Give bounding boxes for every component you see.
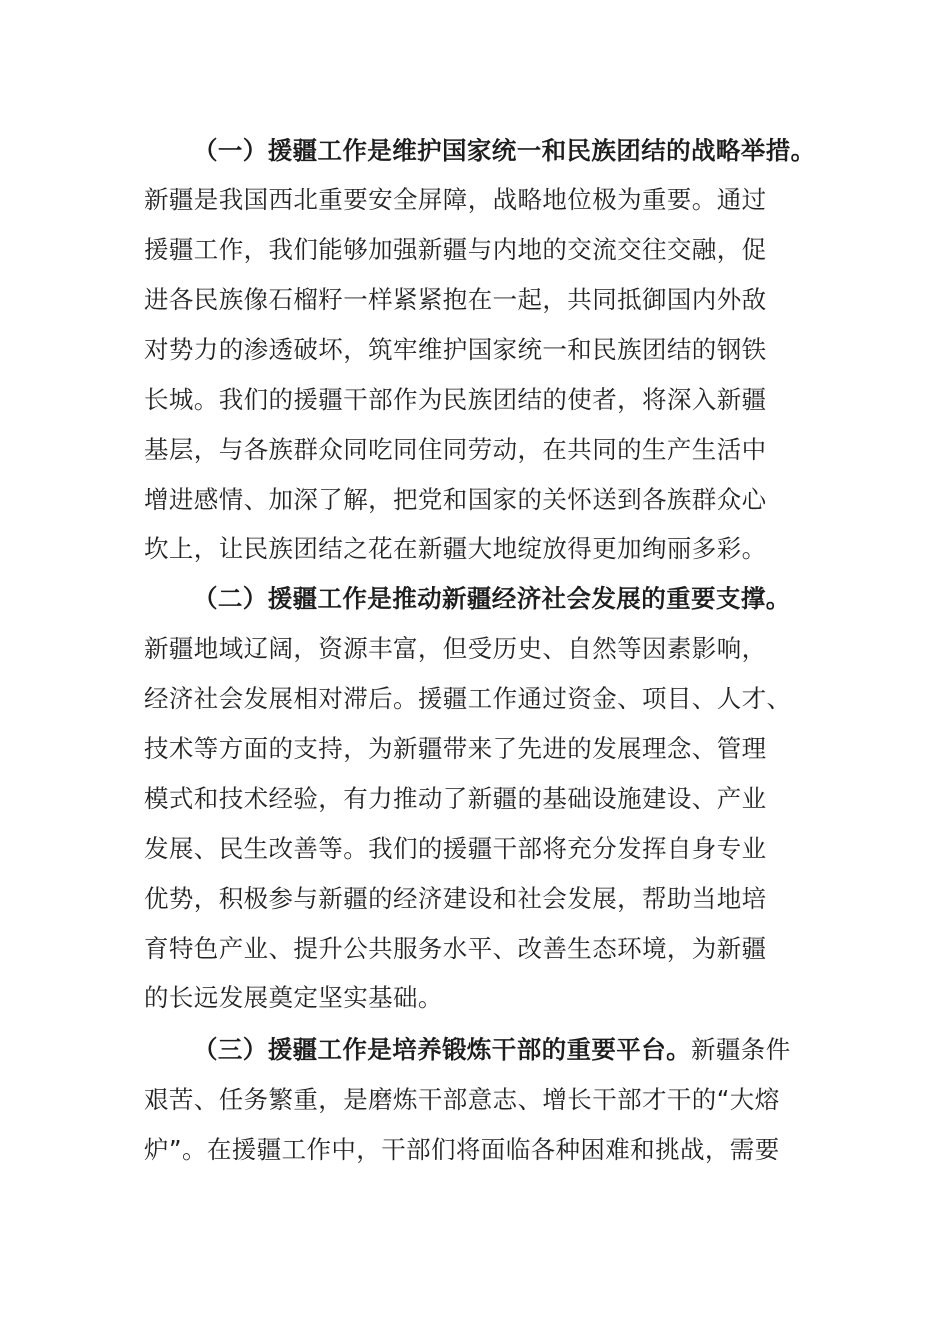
paragraph-1-line-8: 增进感情、加深了解，把党和国家的关怀送到各族群众心 xyxy=(144,485,767,514)
paragraph-1-line-6: 长城。我们的援疆干部作为民族团结的使者，将深入新疆 xyxy=(144,385,767,414)
paragraph-1-line-2: 新疆是我国西北重要安全屏障，战略地位极为重要。通过 xyxy=(144,185,767,214)
paragraph-2-line-2: 新疆地域辽阔，资源丰富，但受历史、自然等因素影响， xyxy=(144,634,767,663)
paragraph-3-line-2: 艰苦、任务繁重，是磨炼干部意志、增长干部才干的“大熔 xyxy=(144,1085,780,1114)
paragraph-3-heading: （三）援疆工作是培养锻炼干部的重要平台。 xyxy=(193,1035,691,1064)
paragraph-2-line-3: 经济社会发展相对滞后。援疆工作通过资金、项目、人才、 xyxy=(144,684,792,713)
paragraph-2-heading-line xyxy=(193,579,791,619)
paragraph-1-line-4: 进各民族像石榴籽一样紧紧抱在一起，共同抵御国内外敌 xyxy=(144,285,767,314)
paragraph-2-line-4: 技术等方面的支持，为新疆带来了先进的发展理念、管理 xyxy=(144,734,767,763)
paragraph-2-line-6: 发展、民生改善等。我们的援疆干部将充分发挥自身专业 xyxy=(144,834,767,863)
paragraph-1-heading: （一）援疆工作是维护国家统一和民族团结的战略举措。 xyxy=(193,136,816,165)
paragraph-3-heading-text: 新疆条件 xyxy=(691,1035,791,1064)
paragraph-1-heading-line xyxy=(193,131,816,171)
paragraph-3-heading-line xyxy=(193,1030,791,1070)
paragraph-2-line-9: 的长远发展奠定坚实基础。 xyxy=(144,983,443,1012)
paragraph-1-line-3: 援疆工作，我们能够加强新疆与内地的交流交往交融，促 xyxy=(144,235,767,264)
paragraph-2-heading: （二）援疆工作是推动新疆经济社会发展的重要支撑。 xyxy=(193,584,791,613)
paragraph-1-line-5: 对势力的渗透破坏，筑牢维护国家统一和民族团结的钢铁 xyxy=(144,335,767,364)
paragraph-1-line-7: 基层，与各族群众同吃同住同劳动，在共同的生产生活中 xyxy=(144,435,767,464)
paragraph-2-line-7: 优势，积极参与新疆的经济建设和社会发展，帮助当地培 xyxy=(144,884,767,913)
paragraph-2-line-5: 模式和技术经验，有力推动了新疆的基础设施建设、产业 xyxy=(144,784,767,813)
paragraph-1-line-9: 坎上，让民族团结之花在新疆大地绽放得更加绚丽多彩。 xyxy=(144,534,767,563)
paragraph-2-line-8: 育特色产业、提升公共服务水平、改善生态环境，为新疆 xyxy=(144,934,767,963)
paragraph-3-line-3: 炉”。在援疆工作中，干部们将面临各种困难和挑战，需要 xyxy=(144,1135,780,1164)
